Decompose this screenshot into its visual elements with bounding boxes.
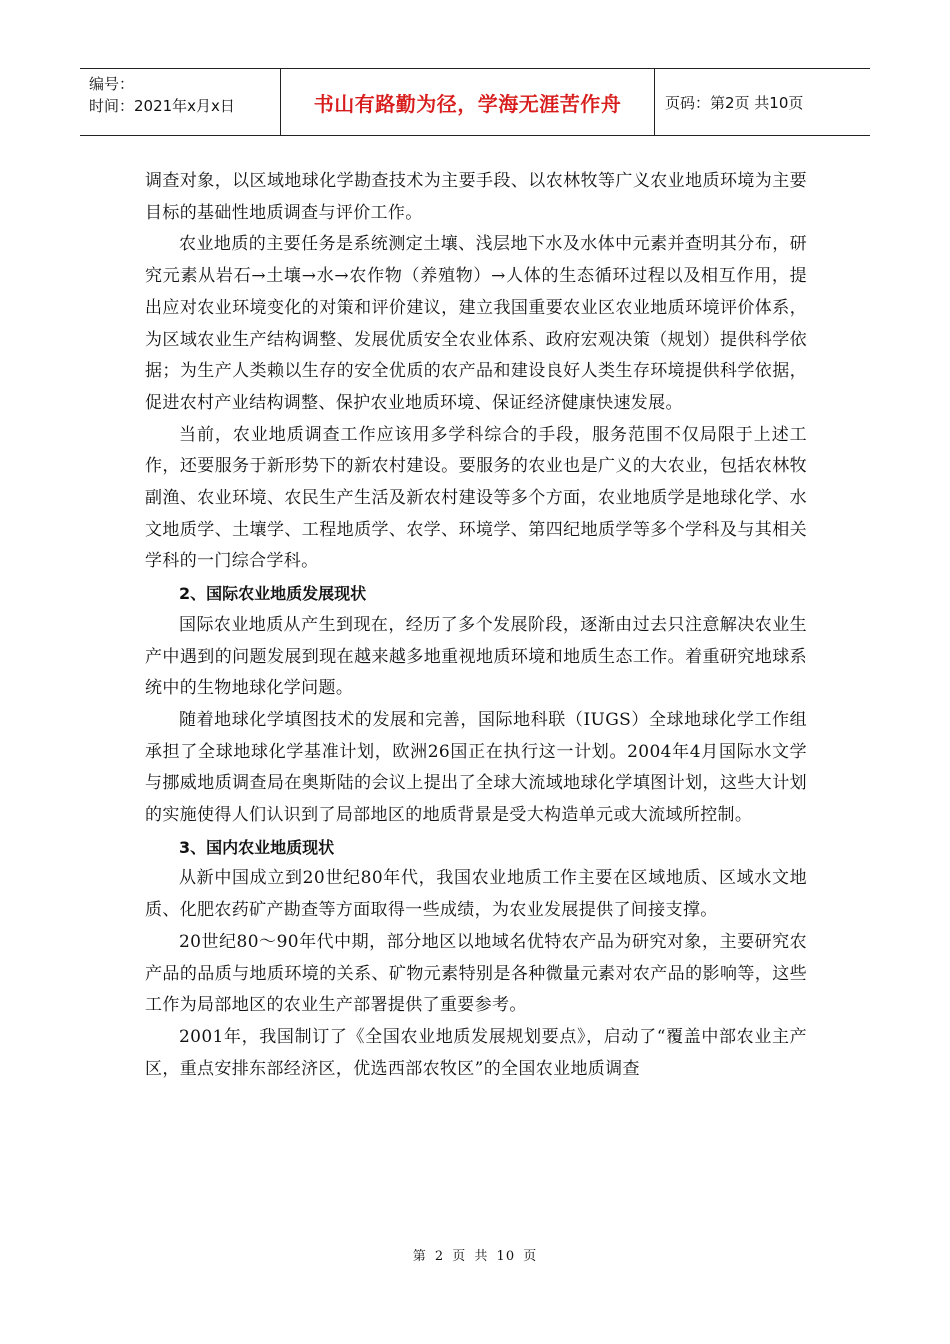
document-body	[145, 166, 807, 1085]
paragraph-main-tasks: 农业地质的主要任务是系统测定土壤、浅层地下水及水体中元素并查明其分布，研究元素从岩石→土壤→水→农作物（养殖物）→人体的生态循环过程以及相互作用，提出应对农业环境变化的对策和评价建议，建立我国重要农业区农业地质环境评价体系，为区域农业生产结构调整、发展优质安全农业体系、政府宏观决策（规划）提供科学依据；为生产人类赖以生存的安全优质的农产品和建设良好人类生存环境提供科学依据，促进农村产业结构调整、保护农业地质环境、保证经济健康快速发展。	[145, 234, 807, 413]
page-header	[80, 68, 870, 136]
paragraph-domestic-history: 从新中国成立到20世纪80年代，我国农业地质工作主要在区域地质、区域水文地质、化肥农药矿产勘查等方面取得一些成绩，为农业发展提供了间接支撑。	[145, 868, 807, 921]
paragraph-continued: 调查对象，以区域地球化学勘查技术为主要手段、以农林牧等广义农业地质环境为主要目标的基础性地质调查与评价工作。	[145, 171, 807, 223]
section-heading-international: 2、国际农业地质发展现状	[179, 584, 367, 604]
header-page-info: 页码：第2页 共10页	[665, 93, 804, 112]
paragraph-international-stages: 国际农业地质从产生到现在，经历了多个发展阶段，逐渐由过去只注意解决农业生产中遇到的问题发展到现在越来越多地重视地质环境和地质生态工作。着重研究地球系统中的生物地球化学问题。	[145, 614, 807, 699]
header-meta	[80, 69, 281, 135]
page-footer: 第 2 页 共 10 页	[412, 1249, 538, 1264]
header-slogan: 书山有路勤为径，学海无涯苦作舟	[313, 91, 622, 116]
document-number-label: 编号：	[89, 75, 135, 93]
paragraph-geochemical-mapping: 随着地球化学填图技术的发展和完善，国际地科联（IUGS）全球地球化学工作组承担了全球地球化学基准计划，欧洲26国正在执行这一计划。2004年4月国际水文学与挪威地质调查局在奥斯陆的会议上提出了全球大流域地球化学填图计划，这些大计划的实施使得人们认识到了局部地区的地质背景是受大构造单元或大流域所控制。	[145, 709, 807, 826]
paragraph-2001-plan: 2001年，我国制订了《全国农业地质发展规划要点》，启动了“覆盖中部农业主产区，重点安排东部经济区，优选西部农牧区”的全国农业地质调查	[145, 1026, 807, 1079]
paragraph-1980s-1990s: 20世纪80～90年代中期，部分地区以地域名优特农产品为研究对象，主要研究农产品的品质与地质环境的关系、矿物元素特别是各种微量元素对农产品的影响等，这些工作为局部地区的农业生产部署提供了重要参考。	[145, 931, 807, 1016]
document-time-label: 时间：2021年x月x日	[89, 97, 235, 115]
paragraph-current-work: 当前，农业地质调查工作应该用多学科综合的手段，服务范围不仅局限于上述工作，还要服务于新形势下的新农村建设。要服务的农业也是广义的大农业，包括农林牧副渔、农业环境、农民生产生活及新农村建设等多个方面，农业地质学是地球化学、水文地质学、土壤学、工程地质学、农学、环境学、第四纪地质学等多个学科及与其相关学科的一门综合学科。	[145, 424, 807, 572]
section-heading-domestic: 3、国内农业地质现状	[179, 837, 335, 857]
header-slogan-cell	[281, 69, 655, 135]
